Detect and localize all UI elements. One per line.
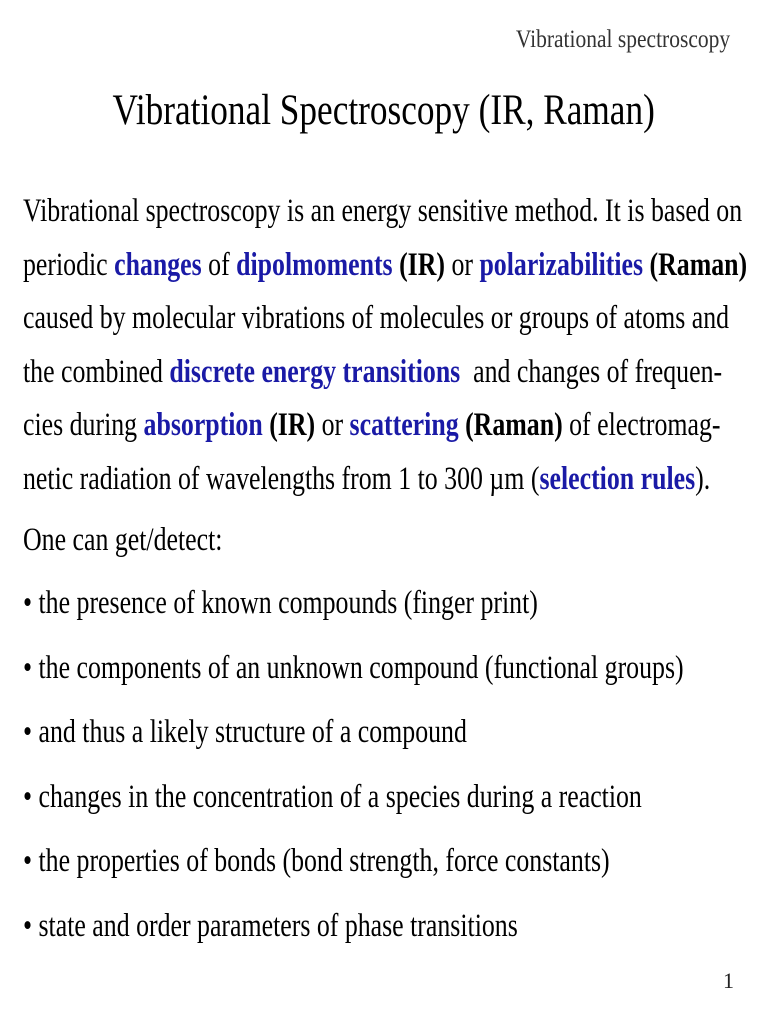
bold-ir: (IR) [399, 246, 445, 283]
text-run: ). [695, 460, 711, 497]
text-run: netic radiation of wavelengths from 1 to 300 µm ( [23, 460, 540, 497]
bullet-item: • state and order parameters of phase transitions [23, 907, 518, 944]
text-run: of electromag- [562, 407, 721, 443]
bullet-item: • and thus a likely structure of a compound [23, 714, 467, 751]
paragraph-line-1 [23, 185, 743, 239]
text-run: caused by molecular vibrations of molecules or groups of atoms and [23, 300, 730, 336]
text-run: cies during [23, 407, 144, 443]
running-header: Vibrational spectroscopy [515, 26, 730, 53]
text-run: of [201, 246, 237, 283]
bullets-intro: One can get/detect: [23, 522, 223, 558]
keyword-polarizabilities: polarizabilities [479, 246, 644, 283]
paragraph-line-3 [23, 292, 739, 346]
text-run: and changes of frequen- [460, 353, 723, 390]
keyword-absorption: absorption [143, 407, 263, 443]
page-number: 1 [723, 968, 734, 993]
bold-raman: (Raman) [649, 246, 748, 283]
keyword-scattering: scattering [349, 407, 459, 443]
paragraph-line-5 [23, 399, 739, 453]
paragraph-line-6 [23, 453, 739, 507]
bullet-item: • the properties of bonds (bond strength, force constants) [23, 843, 610, 880]
bold-ir: (IR) [269, 407, 316, 443]
bullet-item: • changes in the concentration of a species during a reaction [23, 778, 642, 815]
slide-title [0, 86, 768, 135]
text-run: or [315, 407, 350, 443]
bullet-list [23, 571, 739, 959]
paragraph-line-2 [23, 239, 748, 293]
keyword-selection-rules: selection rules [539, 460, 696, 497]
slide-content [23, 185, 748, 959]
keyword-discrete-energy-transitions: discrete energy transitions [169, 353, 461, 390]
slide-title-text: Vibrational Spectroscopy (IR, Raman) [112, 87, 656, 134]
bullet-item: • the components of an unknown compound (functional groups) [23, 649, 684, 686]
paragraph-line-4 [23, 346, 739, 400]
bullet-item: • the presence of known compounds (finger print) [23, 585, 538, 621]
keyword-dipolmoments: dipolmoments [236, 246, 393, 283]
text-run: periodic [23, 246, 115, 283]
keyword-changes: changes [114, 246, 202, 283]
description-paragraph [23, 185, 748, 506]
text-run: the combined [23, 353, 170, 390]
text-run: or [444, 246, 480, 283]
bold-raman: (Raman) [465, 407, 563, 443]
text-run: Vibrational spectroscopy is an energy sensitive method. It is based on [23, 193, 743, 229]
